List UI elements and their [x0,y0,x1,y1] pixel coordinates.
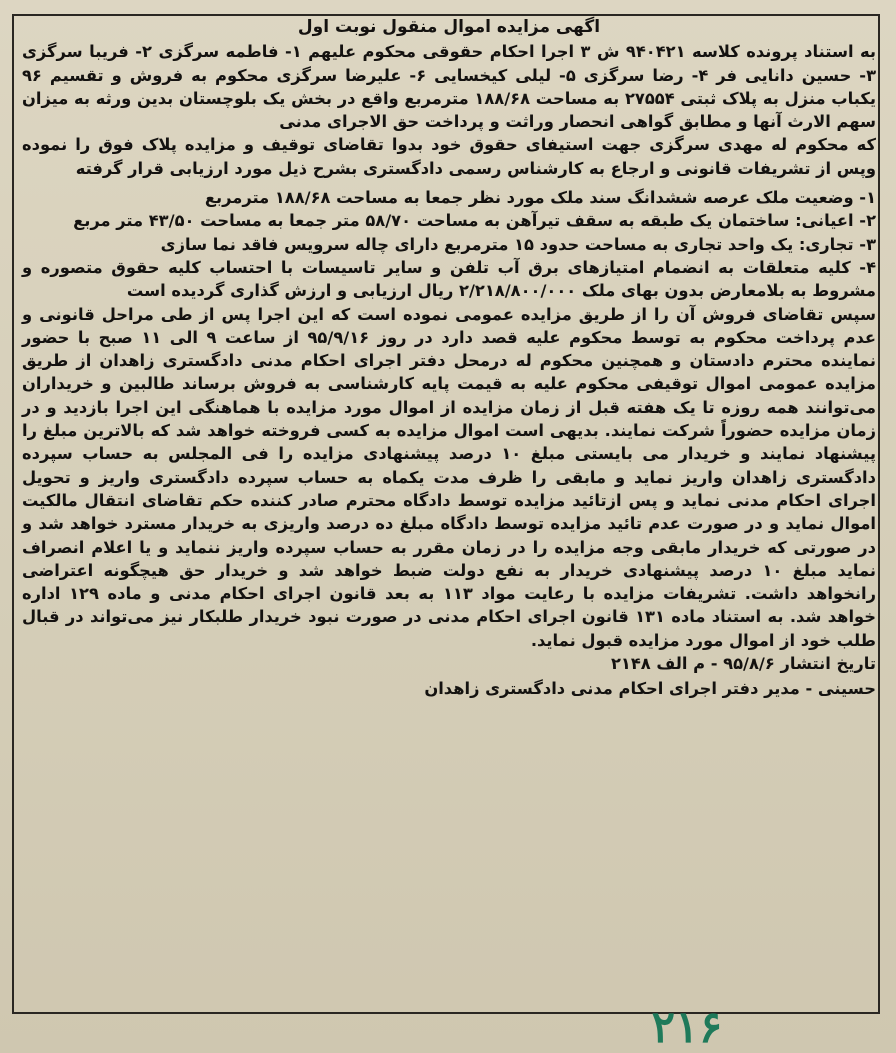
handwritten-number-mark [612,1000,762,1052]
item-commercial: ۳- تجاری: یک واحد تجاری به مساحت حدود ۱۵ مترمربع دارای چاله سرویس فاقد نما سازی [160,234,876,254]
item-utilities: ۴- کلیه متعلقات به انضمام امتیازهای برق آب تلفن و سایر تاسیسات با احتساب کلیه حقوق متصوره و مشروط به بلامعارض بدون بهای ملک ۲/۲۱۸/۸۰۰/۰۰۰ ریال ارزیابی و ارزش گذاری گردیده است [22,257,876,301]
notice-title: اگهی مزایده اموال منقول نوبت اول [297,17,601,37]
signature-line: حسینی - مدیر دفتر اجرای احکام مدنی دادگستری زاهدان [424,679,876,699]
publish-date: تاریخ انتشار ۹۵/۸/۶ - م الف ۲۱۴۸ [610,654,876,674]
paragraph-request: که محکوم له مهدی سرگزی جهت استیفای حقوق خود بدوا تقاضای توقیف و مزایده پلاک فوق را نموده وپس از تشریفات قانونی و ارجاع به کارشناس رسمی دادگستری بشرح ذیل مورد ارزیابی قرار گرفته [22,135,876,178]
paragraph-case: به استناد پرونده کلاسه ۹۴۰۴۲۱ ش ۳ اجرا احکام حقوقی محکوم علیهم ۱- فاطمه سرگزی ۲- فریبا سرگزی ۳- حسین دانایی فر ۴- رضا سرگزی ۵- لیلی کیخسایی ۶- علیرضا سرگزی محکوم به فروش و تقسیم ۹۶ یکباب منزل به پلاک ثبتی ۲۷۵۵۴ به مساحت ۱۸۸/۶۸ مترمربع واقع در بخش یک بلوچستان بدین ورثه به میزان سهم الارث آنها و مطابق گواهی انحصار وراثت و پرداخت حق الاجرای مدنی [22,42,877,132]
item-building: ۲- اعیانی: ساختمان یک طبقه به سقف تیرآهن به مساحت ۵۸/۷۰ متر جمعا به مساحت ۴۳/۵۰ متر مربع [73,211,876,231]
item-land: ۱- وضعیت ملک عرصه ششدانگ سند ملک مورد نظر جمعا به مساحت ۱۸۸/۶۸ مترمربع [204,188,876,208]
auction-notice [22,16,876,1016]
handwritten-number: ۲۱۶ [651,1002,723,1052]
paragraph-auction-terms: سپس تقاضای فروش آن را از طریق مزایده عمومی نموده است که این اجرا پس از طی مراحل قانونی و عدم پرداخت محکوم به توسط محکوم علیه قصد دارد در روز ۹۵/۹/۱۶ از ساعت ۹ الی ۱۱ صبح با حضور نماینده محترم دادستان و همچنین محکوم له درمحل دفتر اجرای احکام مدنی دادگستری زاهدان از طریق مزایده عمومی اموال توقیفی محکوم علیه به قیمت پایه کارشناسی به فروش برساند طالبین و خریداران می‌توانند همه روزه تا یک هفته قبل از زمان مزایده از اموال مورد مزایده با هماهنگی این اجرا بازدید و در زمان مزایده حضوراً شرکت نمایند. بدیهی است اموال مزایده به کسی فروخته خواهد شد که بالاترین مبلغ را پیشنهاد نمایند و خریدار می بایستی مبلغ ۱۰ درصد پیشنهادی مزایده را فی المجلس به حساب سپرده دادگستری زاهدان واریز نماید و مابقی را ظرف مدت یکماه به حساب سپرده دادگستری واریز و تحویل اجرای احکام مدنی نماید و پس ازتائید مزایده توسط دادگاه محترم صادر کننده حکم تقاضای انتقال مالکیت اموال نماید و در صورت عدم تائید مزایده توسط دادگاه مبلغ ده درصد واریزی به خریدار مسترد خواهد شد و در صورتی که خریدار مابقی وجه مزایده را در زمان مقرر به حساب سپرده واریز ننماید و یا اعلام انصراف نماید مبلغ ۱۰ درصد پیشنهادی خریدار به نفع دولت ضبط خواهد شد و خریدار حق هیچگونه اعتراضی رانخواهد داشت. تشریفات مزایده با رعایت مواد ۱۱۳ به بعد قانون اجرای احکام مدنی و ماده ۱۲۹ اداره خواهد شد. به استناد ماده ۱۳۱ قانون اجرای احکام مدنی در صورت نبود خریدار طلبکار نیز می‌تواند در قبال طلب خود از اموال مورد مزایده قبول نماید. [22,304,877,650]
